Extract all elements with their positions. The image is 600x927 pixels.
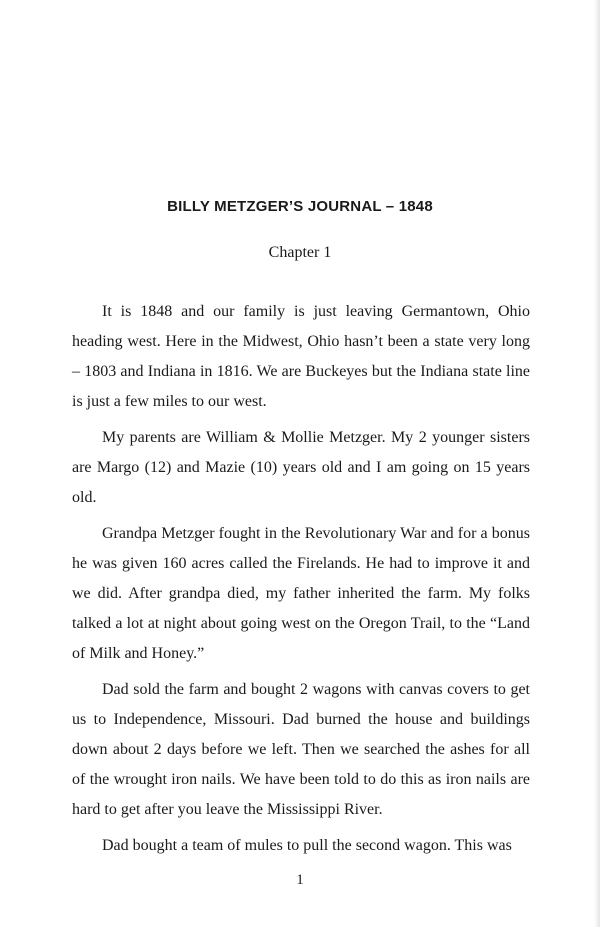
paragraph: Grandpa Metzger fought in the Revolutionary War and for a bonus he was given 160 acres called the Firelands. He had to improve it and we did. After grandpa died, my father inherited the farm. My folks talked a lot at night about going west on the Oregon Trail, to the “Land of Milk and Honey.”: [72, 525, 530, 662]
chapter-heading: Chapter 1: [268, 244, 332, 261]
paragraph: My parents are William & Mollie Metzger. My 2 younger sisters are Margo (12) and Mazie (10) years old and I am going on 15 years old.: [72, 429, 530, 506]
paragraph: Dad bought a team of mules to pull the second wagon. This was: [102, 837, 512, 854]
body-text: [72, 297, 530, 867]
journal-title: BILLY METZGER’S JOURNAL – 1848: [167, 198, 433, 215]
paragraph: Dad sold the farm and bought 2 wagons with canvas covers to get us to Independence, Missouri. Dad burned the house and buildings down about 2 days before we left. Then we searched the ashes for all of the wrought iron nails. We have been told to do this as iron nails are hard to get after you leave the Mississippi River.: [72, 681, 530, 818]
page-edge-shadow: [594, 0, 600, 927]
page-number: 1: [296, 872, 304, 888]
paragraph: It is 1848 and our family is just leaving Germantown, Ohio heading west. Here in the Midwest, Ohio hasn’t been a state very long – 1803 and Indiana in 1816. We are Buckeyes but the Indiana state line is just a few miles to our west.: [72, 303, 530, 410]
